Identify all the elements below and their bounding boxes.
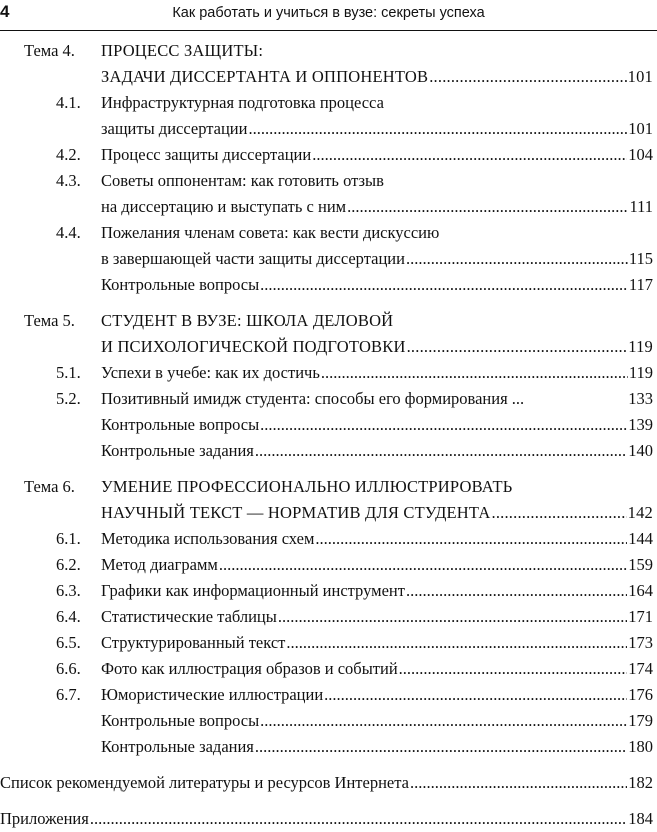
page-ref: 140 xyxy=(628,441,653,460)
tasks-label: Контрольные задания xyxy=(101,441,254,460)
toc-section-6-6 xyxy=(0,656,657,682)
dot-leader xyxy=(406,578,627,604)
section-number: 4.1. xyxy=(56,93,81,112)
section-number: 6.6. xyxy=(56,659,81,678)
toc-section-6-7 xyxy=(0,682,657,708)
topic-title-line: УМЕНИЕ ПРОФЕССИОНАЛЬНО ИЛЛЮСТРИРОВАТЬ xyxy=(101,477,513,496)
page-ref: 111 xyxy=(629,197,653,216)
dot-leader xyxy=(219,552,627,578)
dot-leader xyxy=(315,526,627,552)
topic-title-line: СТУДЕНТ В ВУЗЕ: ШКОЛА ДЕЛОВОЙ xyxy=(101,311,394,330)
page-number: 4 xyxy=(0,2,10,21)
section-title-line: Советы оппонентам: как готовить отзыв xyxy=(101,171,384,190)
section-title-line: в завершающей части защиты диссертации xyxy=(101,249,405,268)
page-ref: 101 xyxy=(627,67,653,86)
dot-leader xyxy=(278,604,627,630)
topic-number: Тема 6. xyxy=(24,477,75,496)
section-title-line: Методика использования схем xyxy=(101,529,315,548)
questions-label: Контрольные вопросы xyxy=(101,275,260,294)
dot-leader xyxy=(260,708,627,734)
page-ref: 117 xyxy=(628,275,653,294)
section-number: 6.2. xyxy=(56,555,81,574)
page-ref: 164 xyxy=(628,581,653,600)
page-ref: 173 xyxy=(628,633,653,652)
topic-title-line: И ПСИХОЛОГИЧЕСКОЙ ПОДГОТОВКИ xyxy=(101,337,406,356)
page-ref: 133 xyxy=(628,389,653,408)
page-ref: 182 xyxy=(628,773,653,792)
section-title-line: Позитивный имидж студента: способы его формирования ... xyxy=(101,389,525,408)
topic-title-line: НАУЧНЫЙ ТЕКСТ — НОРМАТИВ ДЛЯ СТУДЕНТА xyxy=(101,503,491,522)
page-ref: 176 xyxy=(628,685,653,704)
page-ref: 104 xyxy=(628,145,653,164)
page-ref: 101 xyxy=(628,119,653,138)
section-title-line: Фото как иллюстрация образов и событий xyxy=(101,659,398,678)
dot-leader xyxy=(492,500,627,526)
topic-number: Тема 4. xyxy=(24,41,75,60)
toc-section-6-5 xyxy=(0,630,657,656)
toc-section-4-3-line2 xyxy=(0,194,657,220)
page-ref: 115 xyxy=(628,249,653,268)
section-title-line: Инфраструктурная подготовка процесса xyxy=(101,93,384,112)
section-number: 6.7. xyxy=(56,685,81,704)
toc-section-5-1 xyxy=(0,360,657,386)
dot-leader xyxy=(407,334,628,360)
page-ref: 180 xyxy=(628,737,653,756)
section-number: 4.3. xyxy=(56,171,81,190)
dot-leader xyxy=(410,770,627,796)
page-ref: 171 xyxy=(628,607,653,626)
toc-section-4-3 xyxy=(0,168,657,194)
section-title-line: Пожелания членам совета: как вести дискуссию xyxy=(101,223,440,242)
dot-leader xyxy=(324,682,627,708)
page-ref: 142 xyxy=(627,503,653,522)
dot-leader xyxy=(347,194,628,220)
toc-bibliography xyxy=(0,770,657,796)
toc-topic-5 xyxy=(0,308,657,334)
toc-appendix xyxy=(0,806,657,832)
section-number: 6.4. xyxy=(56,607,81,626)
toc-topic-4-line2 xyxy=(0,64,657,90)
section-title-line: Метод диаграмм xyxy=(101,555,218,574)
toc-section-6-3 xyxy=(0,578,657,604)
toc-topic-6 xyxy=(0,474,657,500)
toc-section-6-2 xyxy=(0,552,657,578)
dot-leader xyxy=(312,142,627,168)
toc-section-4-4-line2 xyxy=(0,246,657,272)
section-number: 4.2. xyxy=(56,145,81,164)
section-title-line: Юмористические иллюстрации xyxy=(101,685,324,704)
section-number: 6.3. xyxy=(56,581,81,600)
toc-tasks-5 xyxy=(0,438,657,464)
questions-label: Контрольные вопросы xyxy=(101,711,260,730)
toc-section-5-2 xyxy=(0,386,657,412)
topic-title-line: ПРОЦЕСС ЗАЩИТЫ: xyxy=(101,41,264,60)
page-ref: 119 xyxy=(628,363,653,382)
toc-topic-4 xyxy=(0,38,657,64)
dot-leader xyxy=(321,360,628,386)
page-ref: 119 xyxy=(628,337,653,356)
dot-leader xyxy=(286,630,627,656)
dot-leader xyxy=(255,438,627,464)
toc-section-4-2 xyxy=(0,142,657,168)
toc-section-4-4 xyxy=(0,220,657,246)
page-ref: 159 xyxy=(628,555,653,574)
toc-topic-5-line2 xyxy=(0,334,657,360)
topic-number: Тема 5. xyxy=(24,311,75,330)
dot-leader xyxy=(399,656,628,682)
toc-questions-4 xyxy=(0,272,657,298)
page-ref: 144 xyxy=(628,529,653,548)
page-ref: 184 xyxy=(628,809,653,828)
appendix-label: Приложения xyxy=(0,809,89,828)
section-title-line: Успехи в учебе: как их достичь xyxy=(101,363,320,382)
dot-leader xyxy=(260,412,627,438)
toc-section-4-1-line2 xyxy=(0,116,657,142)
section-title-line: Структурированный текст xyxy=(101,633,286,652)
dot-leader xyxy=(429,64,626,90)
page-ref: 139 xyxy=(628,415,653,434)
dot-leader xyxy=(406,246,628,272)
section-title-line: на диссертацию и выступать с ним xyxy=(101,197,347,216)
page-header xyxy=(0,0,657,31)
tasks-label: Контрольные задания xyxy=(101,737,254,756)
page-ref: 179 xyxy=(628,711,653,730)
dot-leader xyxy=(260,272,628,298)
questions-label: Контрольные вопросы xyxy=(101,415,260,434)
running-title: Как работать и учиться в вузе: секреты успеха xyxy=(172,5,485,21)
section-number: 5.1. xyxy=(56,363,81,382)
toc-topic-6-line2 xyxy=(0,500,657,526)
section-title-line: защиты диссертации xyxy=(101,119,248,138)
toc-tasks-6 xyxy=(0,734,657,760)
toc-questions-6 xyxy=(0,708,657,734)
toc-questions-5 xyxy=(0,412,657,438)
table-of-contents xyxy=(0,38,657,832)
page-ref: 174 xyxy=(628,659,653,678)
dot-leader xyxy=(248,116,627,142)
section-title-line: Графики как информационный инструмент xyxy=(101,581,405,600)
toc-section-6-4 xyxy=(0,604,657,630)
section-number: 4.4. xyxy=(56,223,81,242)
bibliography-label: Список рекомендуемой литературы и ресурсов Интернета xyxy=(0,773,409,792)
toc-section-4-1 xyxy=(0,90,657,116)
section-title-line: Статистические таблицы xyxy=(101,607,277,626)
section-number: 6.1. xyxy=(56,529,81,548)
section-number: 5.2. xyxy=(56,389,81,408)
section-title-line: Процесс защиты диссертации xyxy=(101,145,312,164)
dot-leader xyxy=(90,806,627,832)
section-number: 6.5. xyxy=(56,633,81,652)
topic-title-line: ЗАДАЧИ ДИССЕРТАНТА И ОППОНЕНТОВ xyxy=(101,67,429,86)
toc-section-6-1 xyxy=(0,526,657,552)
dot-leader xyxy=(255,734,627,760)
